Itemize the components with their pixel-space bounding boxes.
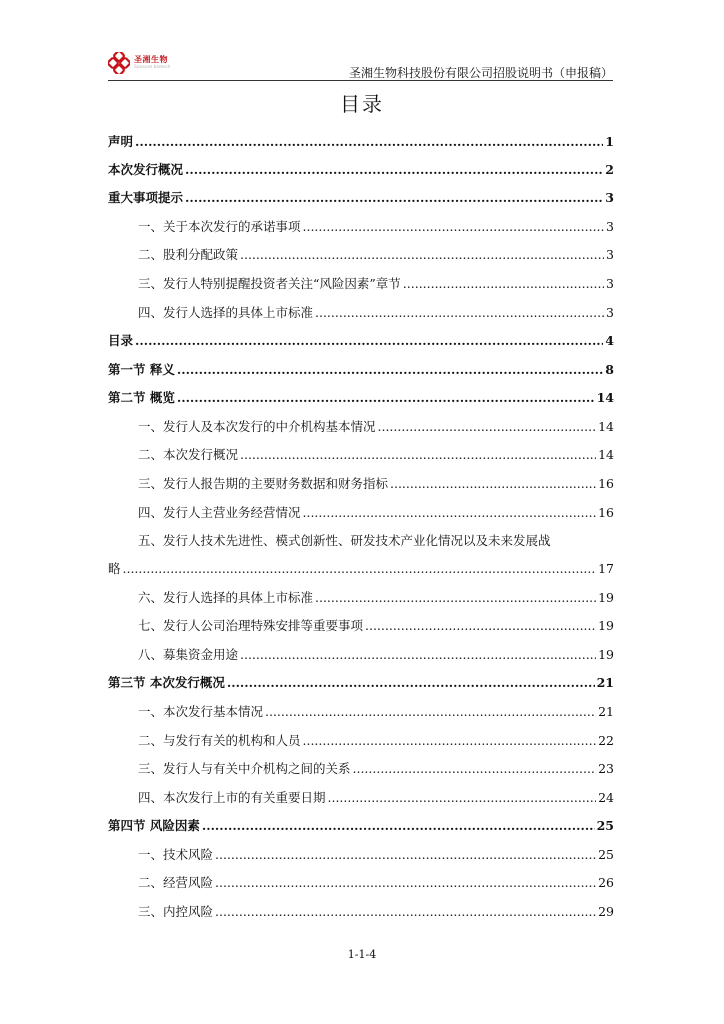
toc-entry-title: 第一节 释义 [108,362,175,377]
toc-entry-sub[interactable] [108,846,614,864]
toc-entry-title: 三、发行人特别提醒投资者关注“风险因素”章节 [138,276,401,291]
toc-entry-title: 八、募集资金用途 [138,647,239,662]
toc-entry-page: 3 [605,190,614,205]
toc-entry-title: 一、技术风险 [138,847,214,862]
toc-entry-sub[interactable] [108,732,614,750]
toc-entry-sub[interactable] [108,418,614,436]
toc-entry-page: 8 [605,362,614,377]
toc-entry-page: 19 [598,590,614,605]
toc-entry-statement[interactable] [108,133,614,151]
logo-english-name: Sansure biotech [134,64,171,70]
toc-entry-page: 22 [598,733,614,748]
toc-entry-title: 七、发行人公司治理特殊安排等重要事项 [138,618,364,633]
toc-entry-section-1[interactable] [108,361,614,379]
toc-entry-page: 21 [598,704,614,719]
document-title: 圣湘生物科技股份有限公司招股说明书（申报稿） [348,66,613,80]
toc-entry-page: 3 [606,305,614,320]
toc-entry-sub[interactable] [108,246,614,264]
page-header [108,46,613,82]
toc-entry-section-2[interactable] [108,389,614,407]
toc-entry-section-4[interactable] [108,817,614,835]
toc-entry-contents[interactable] [108,332,614,350]
toc-entry-title: 二、经营风险 [138,875,214,890]
toc-entry-sub[interactable] [108,874,614,892]
toc-entry-sub[interactable] [108,617,614,635]
toc-entry-page: 29 [598,904,614,919]
toc-entry-sub[interactable] [108,218,614,236]
toc-entry-page: 16 [598,476,614,491]
toc-entry-title: 目录 [108,333,134,348]
toc-entry-title: 二、股利分配政策 [138,247,239,262]
toc-entry-sub[interactable] [108,475,614,493]
toc-entry-page: 26 [598,875,614,890]
toc-entry-page: 21 [596,675,614,690]
toc-entry-page: 3 [606,247,614,262]
toc-entry-page: 14 [598,419,614,434]
toc-entry-page: 25 [598,847,614,862]
toc-entry-page: 14 [596,390,614,405]
toc-entry-title-continued: 略 [108,561,121,576]
toc-entry-page: 16 [598,505,614,520]
toc-entry-sub[interactable] [108,504,614,522]
toc-entry-offering-overview[interactable] [108,161,614,179]
toc-entry-page: 17 [598,561,614,576]
toc-entry-sub[interactable] [108,760,614,778]
toc-entry-page: 19 [598,647,614,662]
toc-entry-page: 24 [598,790,614,805]
toc-entry-sub[interactable] [108,646,614,664]
toc-entry-title: 第三节 本次发行概况 [108,675,225,690]
toc-entry-title: 六、发行人选择的具体上市标准 [138,590,314,605]
toc-entry-title: 三、发行人报告期的主要财务数据和财务指标 [138,476,389,491]
sansure-logo-icon [108,52,130,74]
toc-entry-title: 三、内控风险 [138,904,214,919]
toc-entry-page: 4 [605,333,614,348]
toc-entry-title: 一、本次发行基本情况 [138,704,264,719]
toc-entry-sub[interactable] [108,589,614,607]
toc-entry-page: 3 [606,276,614,291]
toc-entry-page: 2 [605,162,614,177]
toc-entry-title: 声明 [108,134,134,149]
toc-entry-title-line-1[interactable]: 五、发行人技术先进性、模式创新性、研发技术产业化情况以及未来发展战 [138,533,551,548]
toc-entry-title: 重大事项提示 [108,190,184,205]
company-logo [108,52,170,74]
toc-entry-title: 第四节 风险因素 [108,818,200,833]
toc-entry-title: 四、发行人选择的具体上市标准 [138,305,314,320]
toc-entry-title: 四、发行人主营业务经营情况 [138,505,301,520]
toc-entry-title: 一、发行人及本次发行的中介机构基本情况 [138,419,376,434]
toc-entry-page: 14 [598,447,614,462]
toc-entry-sub[interactable] [108,789,614,807]
toc-entry-page: 1 [605,134,614,149]
page-number: 1-1-4 [347,948,377,961]
toc-entry-title: 三、发行人与有关中介机构之间的关系 [138,761,351,776]
toc-entry-section-3[interactable] [108,674,614,692]
toc-entry-sub[interactable] [108,703,614,721]
toc-heading: 目录 [340,92,384,116]
toc-entry-title: 二、本次发行概况 [138,447,239,462]
toc-entry-sub[interactable] [108,275,614,293]
toc-entry-sub-continued[interactable] [108,560,614,578]
toc-entry-sub[interactable] [108,304,614,322]
toc-entry-page: 19 [598,618,614,633]
logo-chinese-name: 圣湘生物 [134,54,168,64]
toc-entry-sub[interactable] [108,446,614,464]
header-rule [108,80,613,81]
toc-entry-page: 3 [606,219,614,234]
toc-entry-title: 二、与发行有关的机构和人员 [138,733,301,748]
toc-entry-sub[interactable] [108,903,614,921]
toc-entry-major-matters[interactable] [108,189,614,207]
toc-entry-title: 本次发行概况 [108,162,184,177]
toc-entry-page: 23 [598,761,614,776]
toc-entry-title: 四、本次发行上市的有关重要日期 [138,790,326,805]
toc-entry-page: 25 [596,818,614,833]
toc-entry-title: 一、关于本次发行的承诺事项 [138,219,301,234]
toc-entry-title: 第二节 概览 [108,390,175,405]
